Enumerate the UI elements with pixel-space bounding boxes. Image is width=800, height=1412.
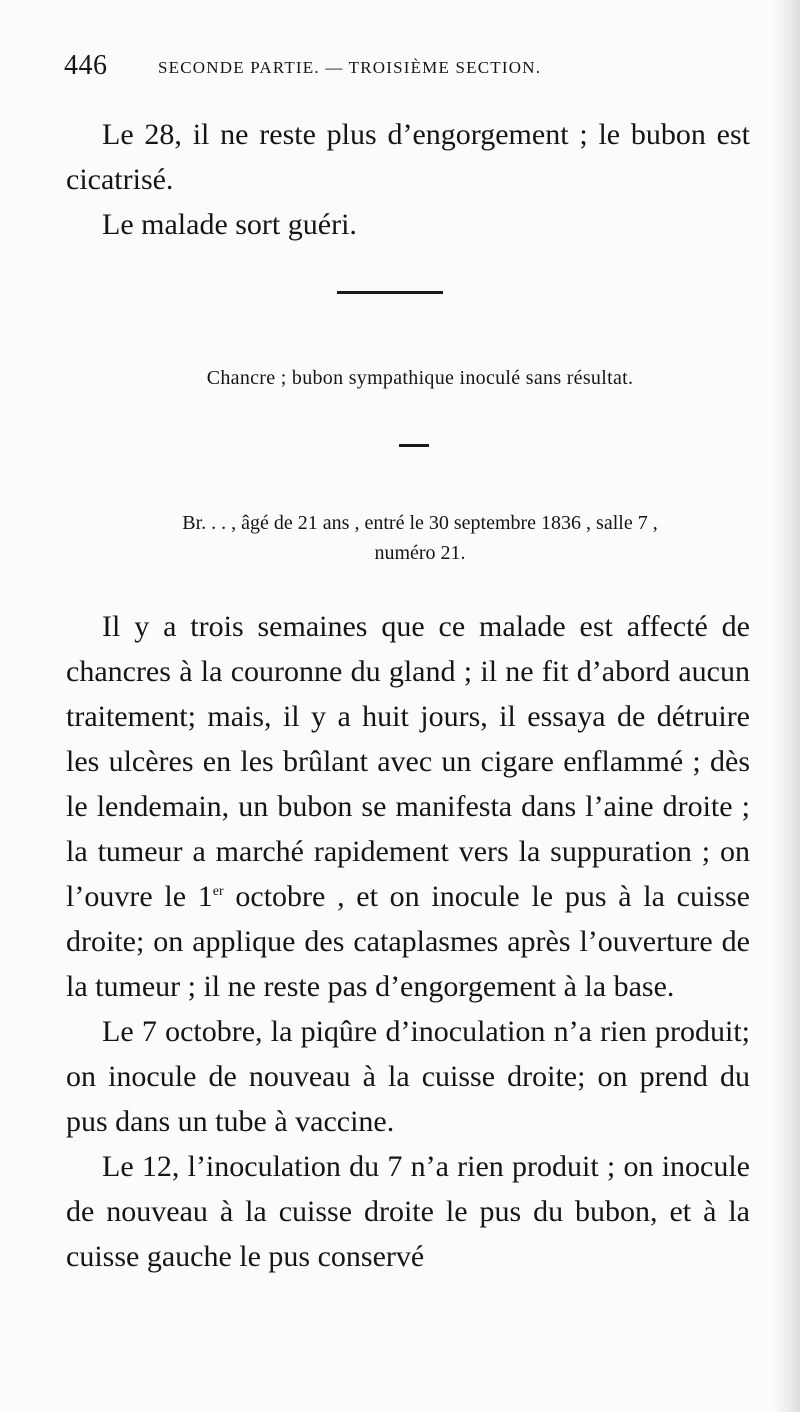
paragraph-cicatrise: Le 28, il ne reste plus d’engorgement ; le bubon est cicatrisé. — [66, 118, 750, 196]
section-divider-rule — [337, 291, 443, 294]
paragraph-history — [66, 604, 750, 1009]
ordinal-suffix: er — [212, 884, 224, 899]
patient-info — [100, 508, 740, 568]
paragraph-sort-gueri: Le malade sort guéri. — [102, 208, 357, 241]
paragraph-history-part-1: Il y a trois semaines que ce malade est affecté de chancres à la couronne du gland ; il ne fit d’abord aucun traitement; mais, il y a huit jours, il essaya de détruire les ulcères en les brûlant avec un cigare enflammé ; dès le lendemain, un bubon se manifesta dans l’aine droite ; la tumeur a marché rapidement vers la suppuration ; on l’ouvre le 1 — [66, 610, 750, 913]
top-text-block — [66, 112, 750, 247]
patient-info-line-1: Br. . . , âgé de 21 ans , entré le 30 septembre 1836 , salle 7 , — [182, 512, 658, 534]
case-title: Chancre ; bubon sympathique inoculé sans résultat. — [206, 367, 634, 389]
page-header — [64, 50, 676, 82]
paragraph-7-octobre: Le 7 octobre, la piqûre d’inoculation n’a rien produit; on inocule de nouveau à la cuisse droite; on prend du pus dans un tube à vaccine. — [66, 1015, 750, 1138]
paragraph-12: Le 12, l’inoculation du 7 n’a rien produit ; on inocule de nouveau à la cuisse droite le pus du bubon, et à la cuisse gauche le pus conservé — [66, 1150, 750, 1273]
page-number: 446 — [64, 50, 108, 81]
running-head: SECONDE PARTIE. — TROISIÈME SECTION. — [158, 58, 542, 77]
paragraph-history-part-2: octobre , et on inocule le pus à la cuisse droite; on applique des cataplasmes après l’ouverture de la tumeur ; il ne reste pas d’engorgement à la base. — [66, 880, 750, 1003]
patient-info-line-2: numéro 21. — [374, 542, 466, 564]
page-edge-shadow — [772, 0, 800, 1412]
short-divider-rule — [399, 444, 429, 447]
case-body-text — [66, 604, 750, 1279]
